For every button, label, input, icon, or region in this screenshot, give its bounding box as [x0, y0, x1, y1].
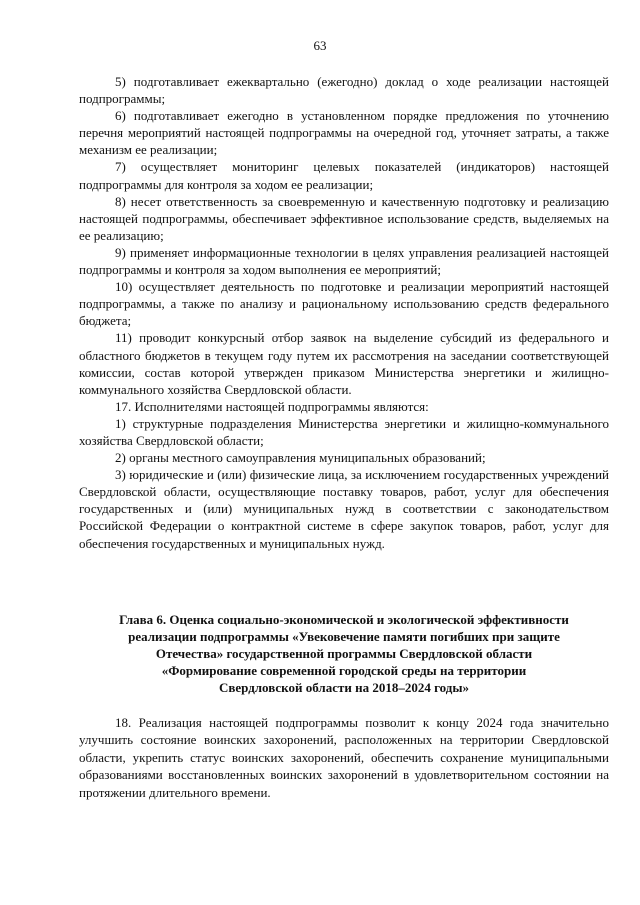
heading-line: Свердловской области на 2018–2024 годы»: [218, 680, 470, 695]
heading-line: Отечества» государственной программы Свердловской области: [155, 646, 533, 661]
clause-17: 17. Исполнителями настоящей подпрограммы являются:: [115, 398, 429, 414]
heading-line: «Формирование современной городской среды на территории: [161, 663, 527, 678]
executor-item-2: 2) органы местного самоуправления муниципальных образований;: [115, 450, 486, 466]
executor-item-1: 1) структурные подразделения Министерства энергетики и жилищно-коммунального хозяйства Свердловской области;: [79, 415, 609, 448]
item-9: 9) применяет информационные технологии в целях управления реализацией настоящей подпрограммы и контроля за ходом выполнения ее мероприятий;: [79, 244, 609, 278]
item-5: 5) подготавливает ежеквартально (ежегодно) доклад о ходе реализации настоящей подпрограммы;: [79, 74, 609, 107]
subprogram-duties-section: [79, 73, 609, 552]
clause-18: 18. Реализация настоящей подпрограммы позволит к концу 2024 года значительно улучшить состояние воинских захоронений, расположенных на территории Свердловской области, укрепить статус воинских захоронений, обеспечить сохранение муниципальными образованиями восстановленных воинских захоронений в удовлетворительном состоянии на протяжении длительного времени.: [79, 715, 609, 800]
heading-line: реализации подпрограммы «Увековечение памяти погибших при защите: [128, 629, 560, 644]
chapter-heading: [79, 611, 609, 696]
item-6: 6) подготавливает ежегодно в установленном порядке предложения по уточнению перечня мероприятий настоящей подпрограммы на очередной год, уточняет затраты, а также механизм ее реализации;: [79, 108, 609, 158]
item-8: 8) несет ответственность за своевременную и качественную подготовку и реализацию настоящей подпрограммы, обеспечивает эффективное использование средств, выделяемых на ее реализацию;: [79, 193, 609, 243]
page-number: 63: [313, 38, 327, 53]
effectiveness-section: [79, 714, 609, 801]
heading-line: Глава 6. Оценка социально-экономической и экологической эффективности: [119, 612, 569, 627]
item-11: 11) проводит конкурсный отбор заявок на выделение субсидий из федерального и областного бюджетов в текущем году путем их рассмотрения на заседании соответствующей комиссии, состав которой утвержден приказом Министерства энергетики и жилищно-коммунального хозяйства Свердловской области.: [79, 330, 609, 397]
executor-item-3: 3) юридические и (или) физические лица, за исключением государственных учреждений Свердловской области, осуществляющие поставку товаров, работ, услуг для обеспечения государственных и (или) муниципальных нужд в соответствии с законодательством Российской Федерации о контрактной системе в сфере закупок товаров, работ, услуг для обеспечения государственных и муниципальных нужд.: [79, 467, 609, 551]
item-10: 10) осуществляет деятельность по подготовке и реализации мероприятий настоящей подпрограммы, а также по анализу и рациональному использованию средств федерального бюджета;: [79, 279, 609, 329]
item-7: 7) осуществляет мониторинг целевых показателей (индикаторов) настоящей подпрограммы для контроля за ходом ее реализации;: [79, 159, 609, 192]
